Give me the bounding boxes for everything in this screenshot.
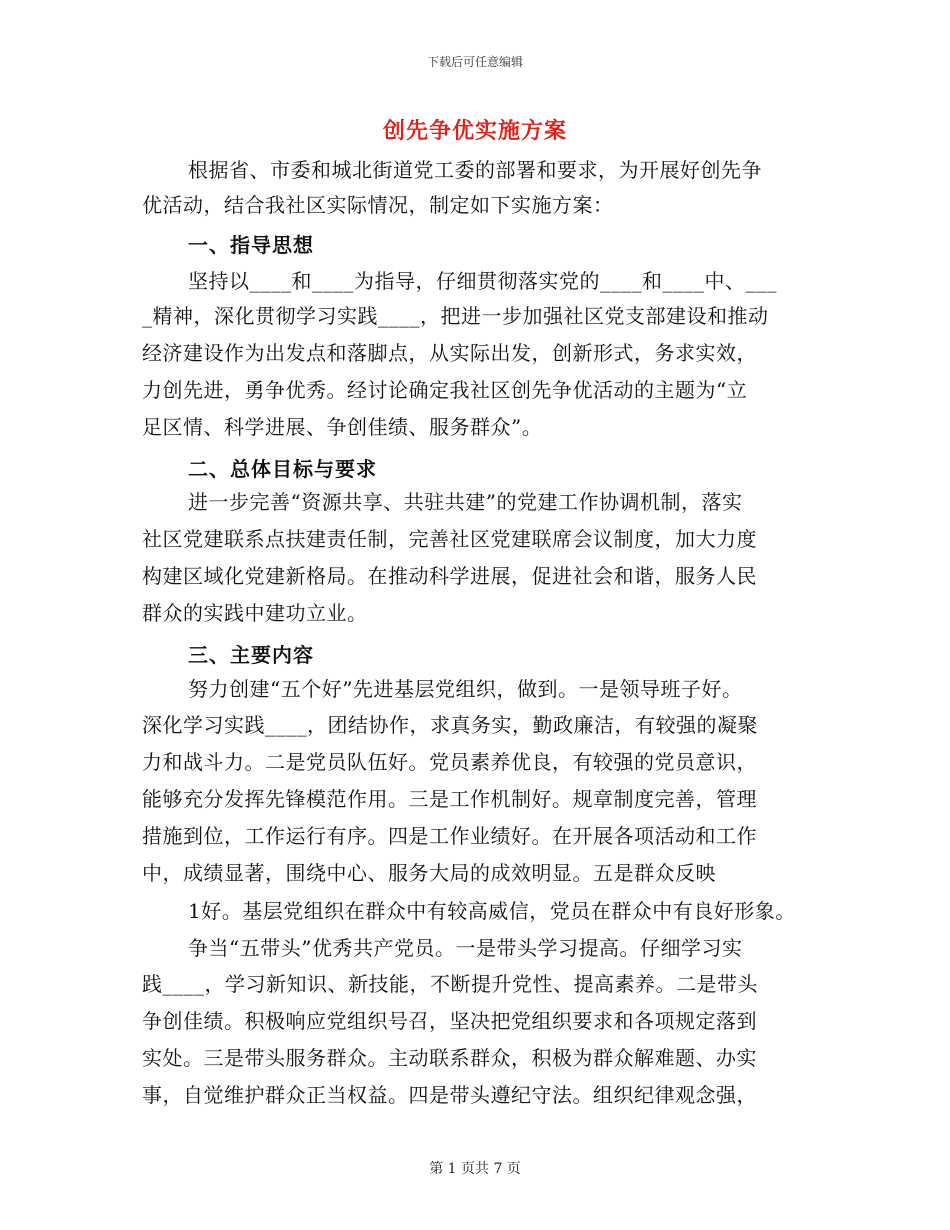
document-title: 创先争优实施方案 <box>382 118 567 144</box>
paragraph-line: 经济建设作为出发点和落脚点，从实际出发，创新形式，务求实效， <box>142 341 757 365</box>
paragraph-line: 足区情、科学进展、争创佳绩、服务群众”。 <box>142 415 543 439</box>
paragraph-line: 实处。三是带头服务群众。主动联系群众，积极为群众解难题、办实 <box>142 1046 757 1070</box>
section-heading-overall-goals: 二、总体目标与要求 <box>188 457 377 481</box>
page-header-note: 下载后可任意编辑 <box>426 55 523 69</box>
paragraph-line: 坚持以____和____为指导，仔细贯彻落实党的____和____中、___ <box>188 269 777 293</box>
paragraph-line: 进一步完善“资源共享、共驻共建”的党建工作协调机制，落实 <box>188 490 743 514</box>
paragraph-line: 力和战斗力。二是党员队伍好。党员素养优良，有较强的党员意识， <box>142 750 757 774</box>
section-heading-guiding-ideology: 一、指导思想 <box>188 233 314 257</box>
paragraph-line: 构建区域化党建新格局。在推动科学进展，促进社会和谐，服务人民 <box>142 564 757 588</box>
paragraph-line: 群众的实践中建功立业。 <box>142 601 368 625</box>
section-heading-main-content: 三、主要内容 <box>188 643 314 667</box>
paragraph-line: 能够充分发挥先锋模范作用。三是工作机制好。规章制度完善，管理 <box>142 787 757 811</box>
paragraph-line: 社区党建联系点扶建责任制，完善社区党建联席会议制度，加大力度 <box>142 527 757 551</box>
paragraph-line: 力创先进，勇争优秀。经讨论确定我社区创先争优活动的主题为“立 <box>142 378 748 402</box>
paragraph-line: 深化学习实践____，团结协作，求真务实，勤政廉洁，有较强的凝聚 <box>142 713 758 737</box>
paragraph-line: 中，成绩显著，围绕中心、服务大局的成效明显。五是群众反映 <box>142 861 716 885</box>
paragraph-line: _精神，深化贯彻学习实践____，把进一步加强社区党支部建设和推动 <box>142 304 769 328</box>
page-number-footer: 第 1 页共 7 页 <box>429 1161 521 1177</box>
paragraph-line: 1好。基层党组织在群众中有较高威信，党员在群众中有良好形象。 <box>188 899 796 923</box>
paragraph-line: 践____，学习新知识、新技能，不断提升党性、提高素养。二是带头 <box>142 972 758 996</box>
intro-line-2: 优活动，结合我社区实际情况，制定如下实施方案： <box>142 193 614 217</box>
paragraph-line: 争当“五带头”优秀共产党员。一是带头学习提高。仔细学习实 <box>188 936 743 960</box>
paragraph-line: 事，自觉维护群众正当权益。四是带头遵纪守法。组织纪律观念强， <box>142 1083 757 1107</box>
intro-line-1: 根据省、市委和城北街道党工委的部署和要求，为开展好创先争 <box>188 158 762 182</box>
paragraph-line: 争创佳绩。积极响应党组织号召，坚决把党组织要求和各项规定落到 <box>142 1009 757 1033</box>
paragraph-line: 措施到位，工作运行有序。四是工作业绩好。在开展各项活动和工作 <box>142 824 757 848</box>
paragraph-line: 努力创建“五个好”先进基层党组织，做到。一是领导班子好。 <box>188 677 743 701</box>
